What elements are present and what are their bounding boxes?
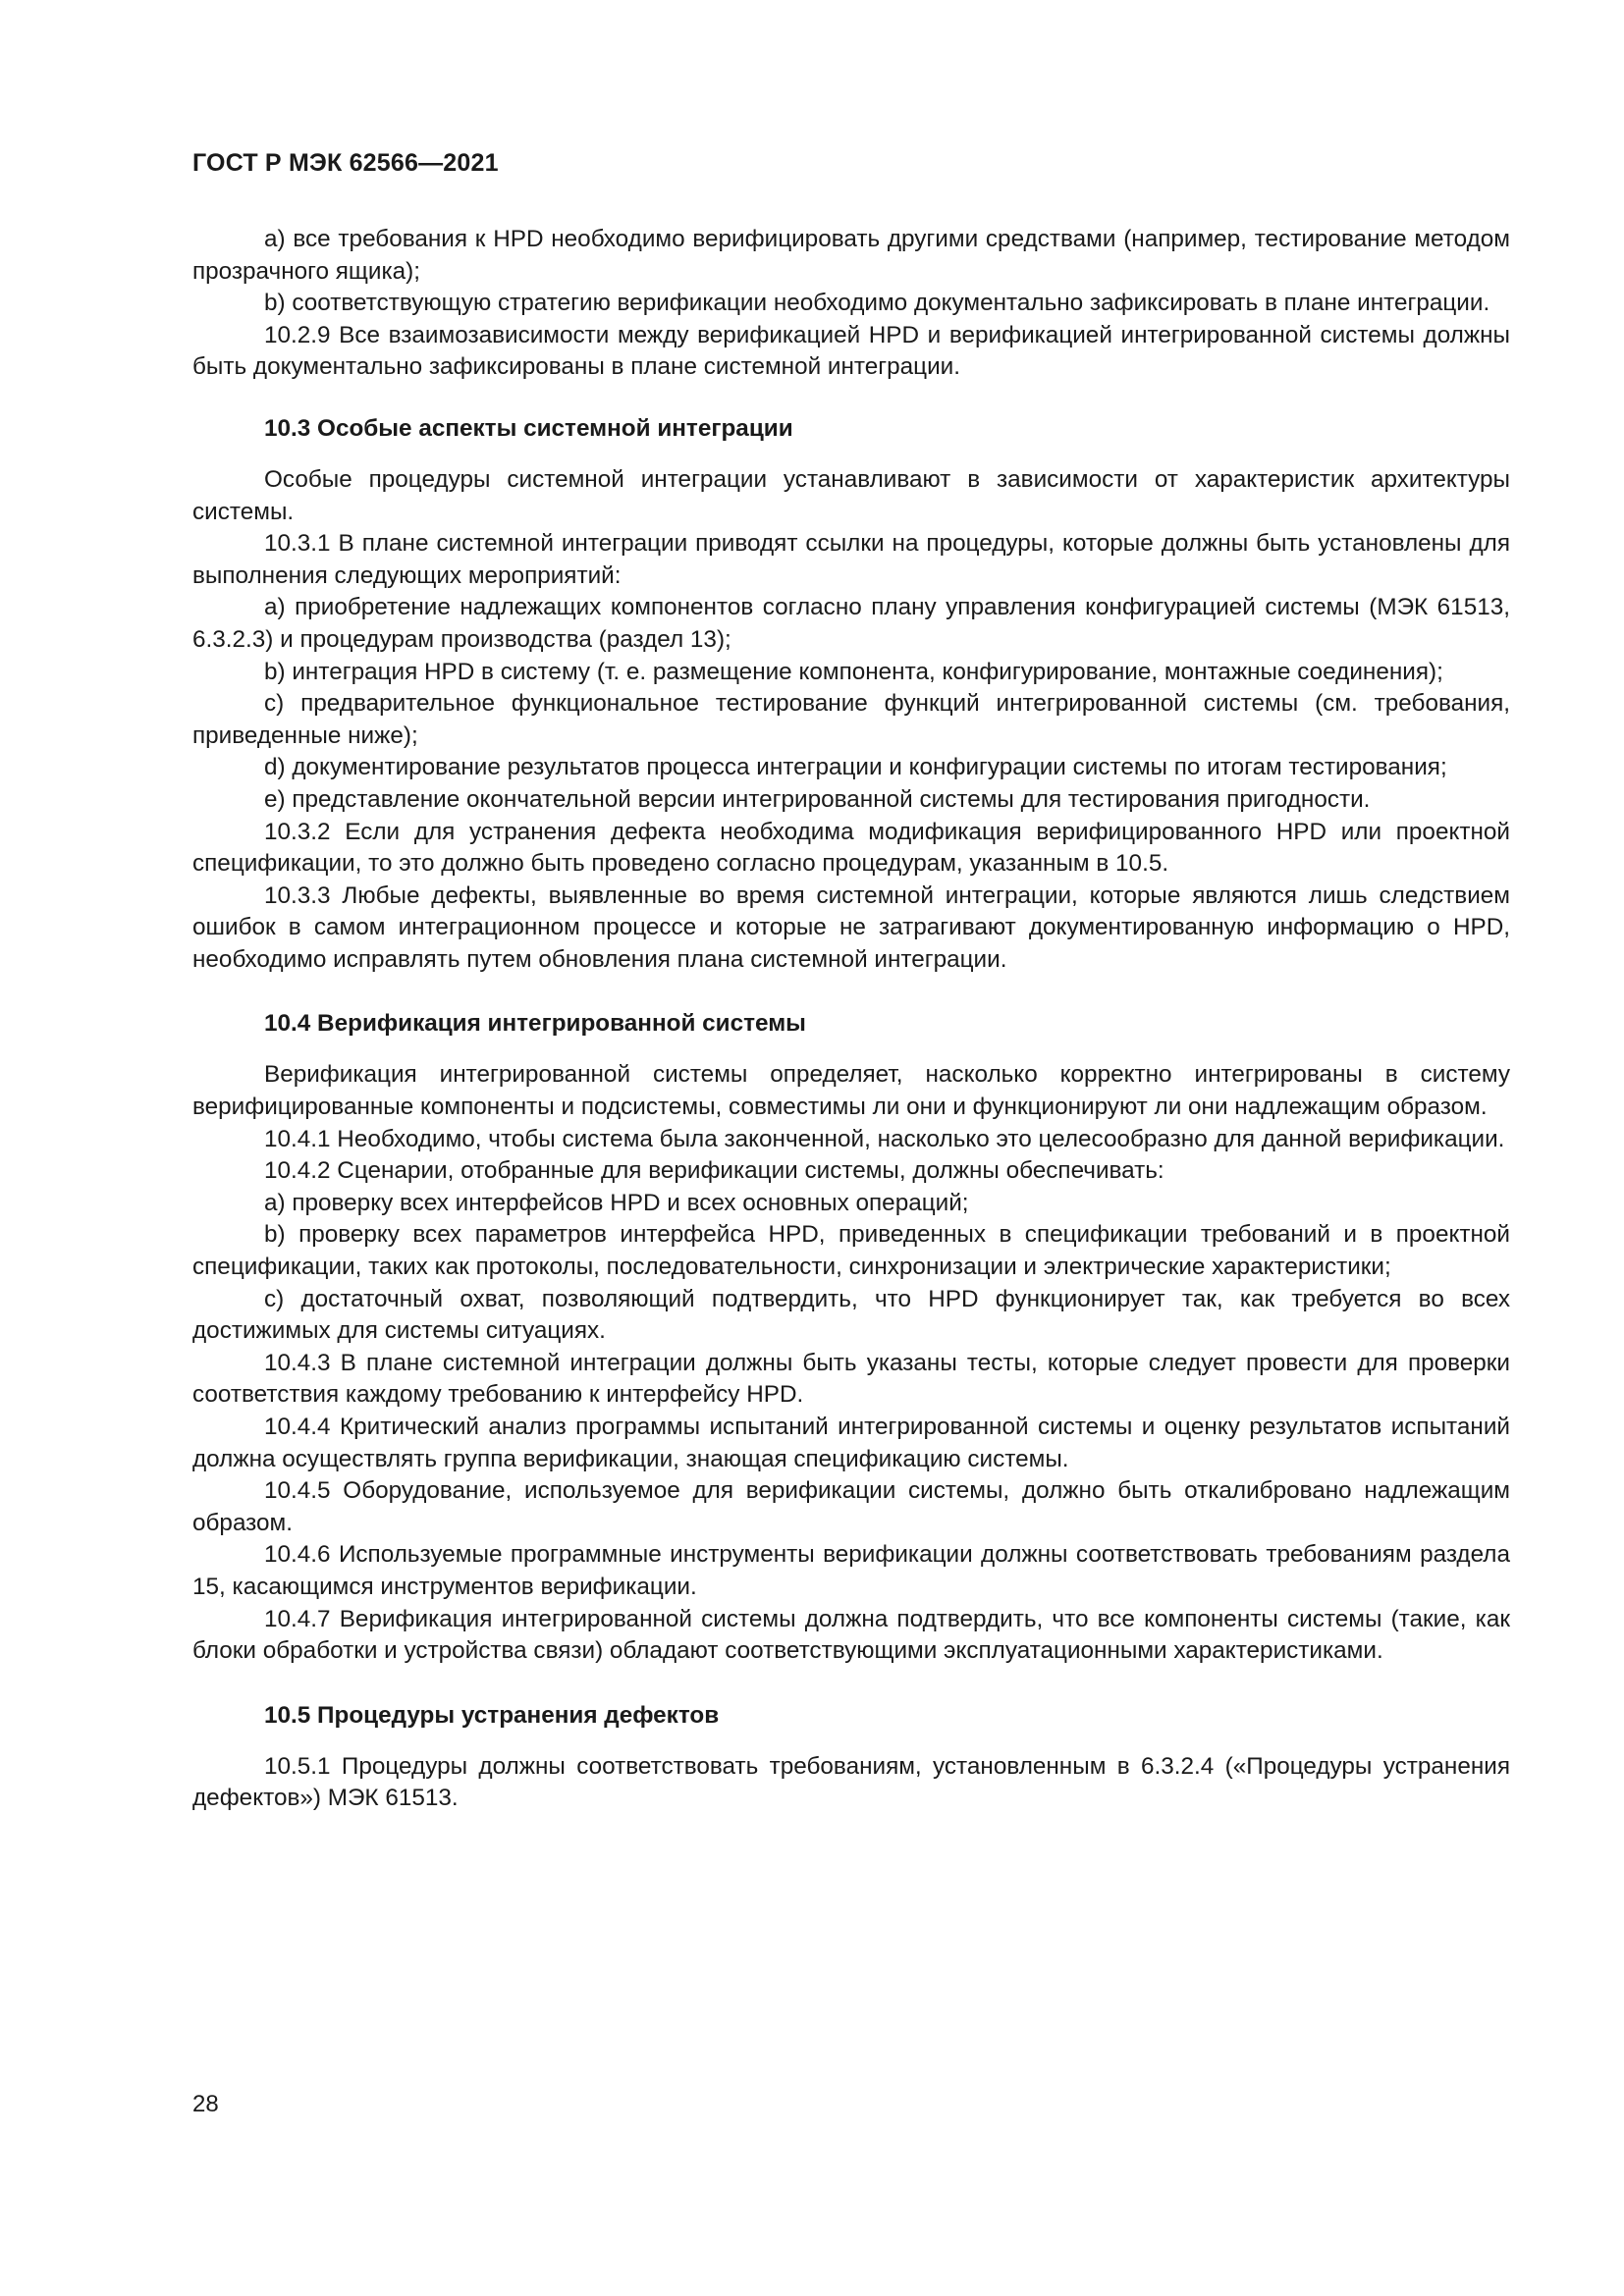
- paragraph: 10.4.5 Оборудование, используемое для верификации системы, должно быть откалибровано надлежащим образом.: [192, 1477, 1510, 1536]
- paragraph: b) проверку всех параметров интерфейса HPD, приведенных в спецификации требований и в проектной спецификации, таких как протоколы, последовательности, синхронизации и электрические характеристики;: [192, 1221, 1510, 1281]
- paragraph: d) документирование результатов процесса интеграции и конфигурации системы по итогам тестирования;: [264, 754, 1447, 781]
- document-page: [192, 0, 1510, 2296]
- paragraph: 10.2.9 Все взаимозависимости между верификацией HPD и верификацией интегрированной системы должны быть документально зафиксированы в плане системной интеграции.: [192, 321, 1510, 381]
- section-heading-10-4: 10.4 Верификация интегрированной системы: [264, 1010, 806, 1038]
- paragraph: с) достаточный охват, позволяющий подтвердить, что HPD функционирует так, как требуется во всех достижимых для системы ситуациях.: [192, 1285, 1510, 1345]
- paragraph: 10.3.1 В плане системной интеграции приводят ссылки на процедуры, которые должны быть установлены для выполнения следующих мероприятий:: [192, 530, 1510, 589]
- paragraph: 10.4.6 Используемые программные инструменты верификации должны соответствовать требованиям раздела 15, касающимся инструментов верификации.: [192, 1541, 1510, 1600]
- paragraph: 10.4.3 В плане системной интеграции должны быть указаны тесты, которые следует провести для проверки соответствия каждому требованию к интерфейсу HPD.: [192, 1349, 1510, 1409]
- paragraph: b) соответствующую стратегию верификации необходимо документально зафиксировать в плане интеграции.: [264, 290, 1490, 317]
- paragraph: 10.3.2 Если для устранения дефекта необходима модификация верифицированного HPD или проектной спецификации, то это должно быть проведено согласно процедурам, указанным в 10.5.: [192, 818, 1510, 878]
- paragraph: Верификация интегрированной системы определяет, насколько корректно интегрированы в систему верифицированные компоненты и подсистемы, совместимы ли они и функционируют ли они надлежащим образом.: [192, 1061, 1510, 1121]
- paragraph: а) все требования к HPD необходимо верифицировать другими средствами (например, тестирование методом прозрачного ящика);: [192, 226, 1510, 285]
- paragraph: 10.3.3 Любые дефекты, выявленные во время системной интеграции, которые являются лишь следствием ошибок в самом интеграционном процессе и которые не затрагивают документированную информацию о HPD, необходимо исправлять путем обновления плана системной интеграции.: [192, 881, 1510, 973]
- paragraph: е) представление окончательной версии интегрированной системы для тестирования пригодности.: [264, 785, 1371, 813]
- paragraph: 10.4.7 Верификация интегрированной системы должна подтвердить, что все компоненты системы (такие, как блоки обработки и устройства связи) обладают соответствующими эксплуатационными характеристиками.: [192, 1605, 1510, 1665]
- document-body: [192, 224, 1510, 1815]
- section-heading-10-3: 10.3 Особые аспекты системной интеграции: [264, 414, 793, 442]
- paragraph: 10.4.1 Необходимо, чтобы система была законченной, насколько это целесообразно для данной верификации.: [264, 1125, 1505, 1152]
- paragraph: с) предварительное функциональное тестирование функций интегрированной системы (см. требования, приведенные ниже);: [192, 690, 1510, 749]
- paragraph: а) проверку всех интерфейсов HPD и всех основных операций;: [264, 1189, 969, 1216]
- section-heading-10-5: 10.5 Процедуры устранения дефектов: [264, 1701, 720, 1729]
- paragraph: b) интеграция HPD в систему (т. е. размещение компонента, конфигурирование, монтажные соединения);: [264, 658, 1443, 685]
- paragraph: Особые процедуры системной интеграции устанавливают в зависимости от характеристик архитектуры системы.: [192, 465, 1510, 525]
- document-header: ГОСТ Р МЭК 62566—2021: [192, 149, 499, 177]
- page-number: 28: [192, 2091, 219, 2117]
- paragraph: а) приобретение надлежащих компонентов согласно плану управления конфигурацией системы (МЭК 61513, 6.3.2.3) и процедурам производства (раздел 13);: [192, 594, 1510, 653]
- paragraph: 10.4.4 Критический анализ программы испытаний интегрированной системы и оценку результатов испытаний должна осуществлять группа верификации, знающая спецификацию системы.: [192, 1414, 1510, 1472]
- paragraph: 10.4.2 Сценарии, отобранные для верификации системы, должны обеспечивать:: [264, 1157, 1164, 1185]
- paragraph: 10.5.1 Процедуры должны соответствовать требованиям, установленным в 6.3.2.4 («Процедуры устранения дефектов») МЭК 61513.: [192, 1752, 1510, 1812]
